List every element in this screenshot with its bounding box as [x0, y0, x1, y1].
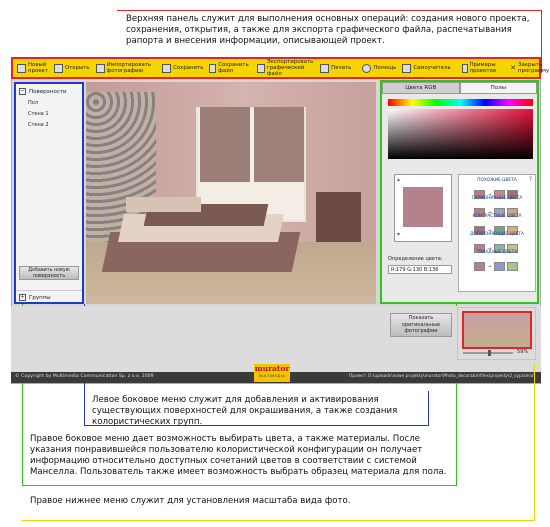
rgb-label: Определение цвета:: [388, 256, 443, 262]
arrow-up-icon[interactable]: ▴: [397, 176, 401, 183]
photo-blind-left: [200, 107, 250, 182]
groups-header[interactable]: + Группы: [16, 290, 82, 301]
toolbar-examples-button[interactable]: Примеры проектов: [462, 62, 499, 74]
selected-color-swatch: [403, 187, 443, 227]
toolbar-open-button[interactable]: Открыть: [54, 64, 90, 73]
palette-group-label: КОНТРАСТНЫЕ ЦВЕТА: [472, 214, 522, 219]
palette-swatch-row: [459, 202, 535, 216]
left-panel: [14, 82, 84, 304]
palette-group-label: ТРИАДНЫЕ ЦВЕТА: [476, 250, 518, 255]
import-photo-icon: [96, 64, 105, 73]
export-icon: [257, 64, 265, 73]
toolbar-annotation: Верхняя панель служит для выполнения основных операций: создания нового проекта, сохранения, открытия, а также для экспорта графического файла, распечатывания рапорта и внесения информации, описывающей проект.: [126, 14, 530, 46]
palette-swatch-row: [459, 220, 535, 234]
hue-bar[interactable]: [388, 99, 533, 106]
palette-swatch[interactable]: [494, 262, 505, 271]
photo-headboard: [126, 197, 201, 212]
arrow-right-icon: →: [487, 209, 492, 216]
right-panel: [380, 80, 539, 304]
help-icon: [362, 64, 371, 73]
surface-item[interactable]: Стена 2: [28, 122, 49, 128]
toolbar-save-file-button[interactable]: Сохранить файл: [209, 62, 250, 74]
surface-item[interactable]: Стена 1: [28, 111, 49, 117]
save-file-icon: [209, 64, 216, 73]
rgb-value: R:179 G:130 B:136: [388, 265, 452, 274]
palette-group-label: ДОПОЛНЯЮЩИЕ ЦВЕТА: [470, 232, 524, 237]
toolbar-save-button[interactable]: Сохранить: [162, 64, 203, 73]
arrow-right-icon: →: [487, 227, 492, 234]
arrow-right-icon: →: [487, 245, 492, 252]
save-icon: [162, 64, 171, 73]
tab-floors[interactable]: Полы: [460, 82, 538, 94]
copyright-text: © Copyright by Multimedia Communication Sp. z o.o. 2009: [15, 374, 154, 379]
toolbar-close-button[interactable]: ✕ Закрыть программу: [510, 62, 550, 74]
new-project-icon: [17, 64, 26, 73]
toolbar-tutorial-button[interactable]: Самоучитель: [402, 64, 450, 73]
tab-rgb-colors[interactable]: Цвета RGB: [382, 82, 460, 94]
toolbar-help-button[interactable]: Помощь: [362, 64, 396, 73]
photo-blind-right: [254, 107, 304, 182]
zoom-slider-handle[interactable]: [488, 350, 491, 356]
palette-swatch-row: [459, 184, 535, 198]
surface-item[interactable]: Пол: [28, 100, 39, 106]
bottom-menu-annotation: Правое нижнее меню служит для установления масштаба вида фото.: [30, 496, 351, 506]
toolbar-new-project-button[interactable]: Новый проект: [17, 62, 48, 74]
tutorial-icon: [402, 64, 411, 73]
toolbar-import-photo-button[interactable]: Импортировать фотографию: [96, 62, 152, 74]
selected-color-frame: [394, 174, 452, 242]
palette-swatch[interactable]: [474, 262, 485, 271]
show-original-photos-button[interactable]: Показать оригинальные фотографии: [390, 313, 452, 337]
palette-group-label: ГАРМОНИЧНЫЕ ЦВЕТА: [471, 196, 523, 201]
palette-group-label: ПОХОЖИЕ ЦВЕТА: [477, 178, 517, 183]
top-toolbar: [11, 57, 550, 79]
arrow-right-icon: →: [487, 191, 492, 198]
palette-swatch[interactable]: [507, 262, 518, 271]
close-icon: ✕: [510, 64, 517, 72]
color-field[interactable]: [388, 109, 533, 159]
right-panel-tabs: [382, 82, 537, 94]
left-panel-annotation: Левое боковое меню служит для добавления и активирования существующих поверхностей для окрашивания, а также создания колористических групп.: [92, 395, 398, 427]
photo-dresser: [316, 192, 361, 242]
right-panel-annotation: Правое боковое меню дает возможность выбирать цвета, а также материалы. После указания понравившейся пользователю колористической конфигурации он получает информацию относительно доступных сочетаний цветов в соответствии с системой Манселла. Пользователь также имеет возможность выбрать образец материала для пола.: [30, 434, 447, 477]
zoom-thumbnail[interactable]: [462, 311, 532, 349]
palette-swatch-row: [459, 238, 535, 252]
palette-swatch-row: [459, 256, 535, 270]
collapse-icon[interactable]: −: [20, 88, 25, 94]
color-harmony-panel: [458, 174, 536, 292]
open-icon: [54, 64, 63, 73]
expand-icon[interactable]: +: [20, 294, 25, 300]
toolbar-print-button[interactable]: Печать: [320, 64, 351, 73]
surfaces-header[interactable]: − Поверхности: [20, 88, 67, 95]
zoom-level: 59%: [517, 349, 529, 355]
arrow-down-icon[interactable]: ▾: [397, 231, 401, 238]
print-icon: [320, 64, 329, 73]
room-photo: [86, 82, 376, 304]
add-surface-button[interactable]: Добавить новую поверхность: [19, 266, 79, 280]
project-path: Проект: D:\uploads\nowe projekty\murator\Photo_decorator\files\projekty\2_sypialnia\: [349, 374, 535, 379]
toolbar-export-button[interactable]: Экспортировать графический файл: [257, 59, 314, 77]
arrow-right-icon: →: [487, 263, 492, 270]
help-icon[interactable]: ?: [528, 176, 532, 183]
murator-logo: murator MULTIMEDIA: [254, 364, 290, 382]
examples-icon: [462, 64, 468, 73]
